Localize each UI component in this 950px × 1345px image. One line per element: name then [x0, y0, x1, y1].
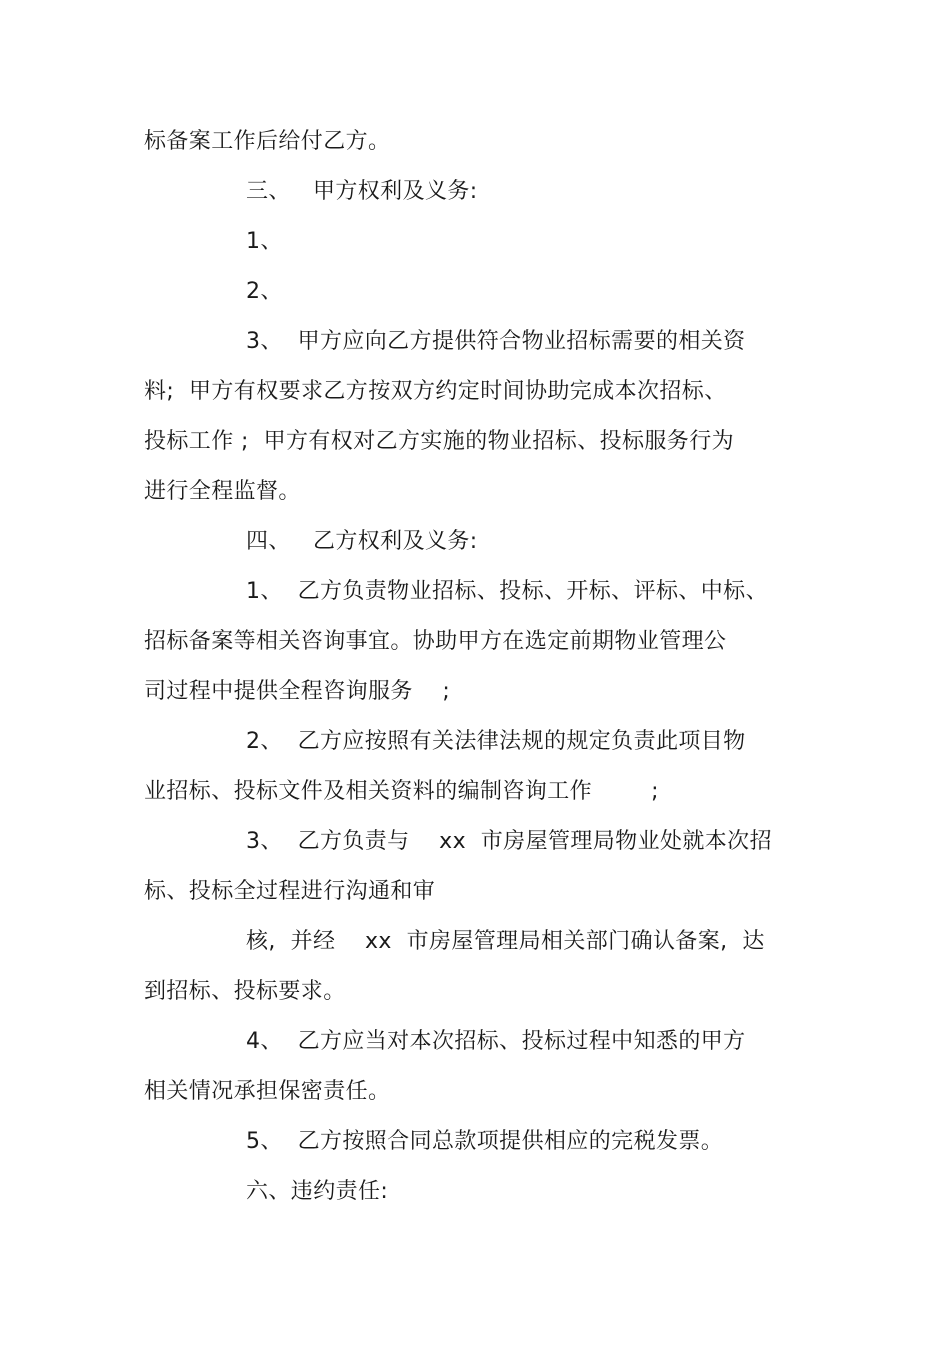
text-line: 5、 乙方按照合同总款项提供相应的完税发票。: [246, 1129, 724, 1154]
text-line: 进行全程监督。: [144, 479, 301, 504]
text-line: 业招标、投标文件及相关资料的编制咨询工作 ;: [144, 779, 659, 804]
text-line: 投标工作 ; 甲方有权对乙方实施的物业招标、投标服务行为: [144, 429, 734, 454]
text-line: 招标备案等相关咨询事宜。协助甲方在选定前期物业管理公: [144, 629, 727, 654]
text-line: 料; 甲方有权要求乙方按双方约定时间协助完成本次招标、: [144, 379, 727, 404]
list-item-number: 2、: [246, 279, 283, 304]
text-line: 4、 乙方应当对本次招标、投标过程中知悉的甲方: [246, 1029, 746, 1054]
section-heading: 四、 乙方权利及义务:: [246, 529, 478, 554]
text-line: 司过程中提供全程咨询服务 ;: [144, 679, 451, 704]
section-heading: 六、违约责任:: [246, 1179, 389, 1204]
list-item-number: 1、: [246, 229, 283, 254]
text-line: 1、 乙方负责物业招标、投标、开标、评标、中标、: [246, 579, 768, 604]
text-line: 标备案工作后给付乙方。: [144, 129, 391, 154]
text-line: 3、 乙方负责与 xx 市房屋管理局物业处就本次招: [246, 829, 772, 854]
text-line: 标、投标全过程进行沟通和审: [144, 879, 436, 904]
text-line: 相关情况承担保密责任。: [144, 1079, 391, 1104]
text-line: 核, 并经 xx 市房屋管理局相关部门确认备案, 达: [246, 929, 765, 954]
section-heading: 三、 甲方权利及义务:: [246, 179, 478, 204]
text-line: 3、 甲方应向乙方提供符合物业招标需要的相关资: [246, 329, 746, 354]
text-line: 2、 乙方应按照有关法律法规的规定负责此项目物: [246, 729, 746, 754]
text-line: 到招标、投标要求。: [144, 979, 346, 1004]
